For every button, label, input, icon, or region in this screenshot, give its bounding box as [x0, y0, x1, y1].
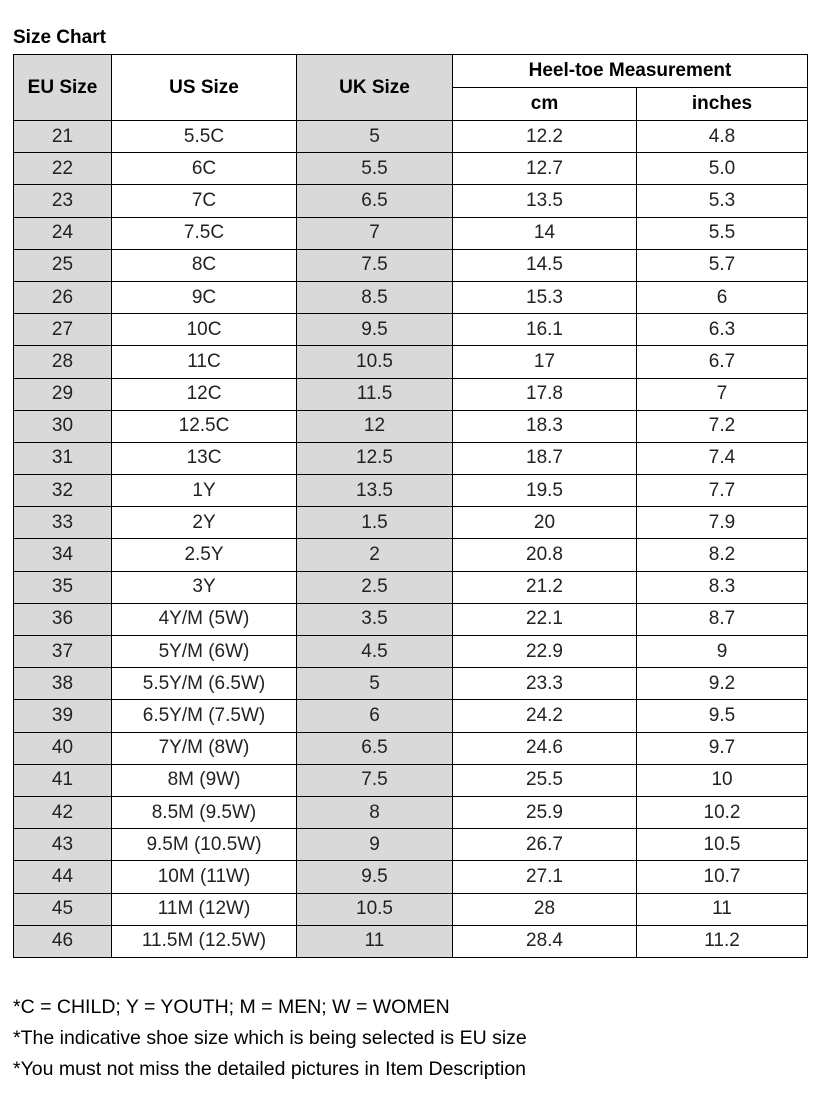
cm-cell: 25.9: [453, 796, 637, 828]
uk-size-cell: 6.5: [297, 185, 453, 217]
us-size-cell: 5.5Y/M (6.5W): [112, 668, 297, 700]
cm-cell: 25.5: [453, 764, 637, 796]
eu-size-cell: 25: [14, 249, 112, 281]
uk-size-cell: 3.5: [297, 603, 453, 635]
note-abbreviations: *C = CHILD; Y = YOUTH; M = MEN; W = WOMEN: [13, 996, 450, 1018]
inches-cell: 11.2: [637, 925, 808, 957]
table-row: [14, 281, 808, 313]
us-size-cell: 2Y: [112, 507, 297, 539]
eu-size-cell: 28: [14, 346, 112, 378]
table-row: [14, 410, 808, 442]
inches-cell: 4.8: [637, 121, 808, 153]
uk-size-cell: 7.5: [297, 249, 453, 281]
note-eu-size: *The indicative shoe size which is being selected is EU size: [13, 1027, 527, 1049]
note-item-description: *You must not miss the detailed pictures in Item Description: [13, 1058, 527, 1080]
cm-cell: 28: [453, 893, 637, 925]
table-row: [14, 571, 808, 603]
inches-cell: 5.3: [637, 185, 808, 217]
us-size-cell: 3Y: [112, 571, 297, 603]
table-row: [14, 185, 808, 217]
uk-size-cell: 12: [297, 410, 453, 442]
uk-size-cell: 1.5: [297, 507, 453, 539]
table-row: [14, 314, 808, 346]
table-row: [14, 636, 808, 668]
table-row: [14, 829, 808, 861]
us-size-cell: 13C: [112, 442, 297, 474]
eu-size-cell: 43: [14, 829, 112, 861]
uk-size-cell: 7: [297, 217, 453, 249]
us-size-cell: 11.5M (12.5W): [112, 925, 297, 957]
header-heel-toe-measurement: Heel-toe Measurement: [453, 55, 808, 88]
inches-cell: 10: [637, 764, 808, 796]
cm-cell: 13.5: [453, 185, 637, 217]
uk-size-cell: 6.5: [297, 732, 453, 764]
us-size-cell: 4Y/M (5W): [112, 603, 297, 635]
eu-size-cell: 21: [14, 121, 112, 153]
inches-cell: 7: [637, 378, 808, 410]
inches-cell: 9.5: [637, 700, 808, 732]
us-size-cell: 8C: [112, 249, 297, 281]
us-size-cell: 12C: [112, 378, 297, 410]
cm-cell: 14.5: [453, 249, 637, 281]
table-row: [14, 764, 808, 796]
us-size-cell: 2.5Y: [112, 539, 297, 571]
eu-size-cell: 38: [14, 668, 112, 700]
header-eu-size: EU Size: [14, 55, 112, 121]
inches-cell: 6.7: [637, 346, 808, 378]
inches-cell: 9.2: [637, 668, 808, 700]
uk-size-cell: 9.5: [297, 861, 453, 893]
table-row: [14, 475, 808, 507]
table-row: [14, 732, 808, 764]
us-size-cell: 6C: [112, 153, 297, 185]
cm-cell: 23.3: [453, 668, 637, 700]
cm-cell: 17: [453, 346, 637, 378]
eu-size-cell: 41: [14, 764, 112, 796]
table-row: [14, 121, 808, 153]
us-size-cell: 9.5M (10.5W): [112, 829, 297, 861]
inches-cell: 7.2: [637, 410, 808, 442]
eu-size-cell: 33: [14, 507, 112, 539]
table-row: [14, 217, 808, 249]
table-row: [14, 668, 808, 700]
notes: [13, 992, 527, 1085]
cm-cell: 22.1: [453, 603, 637, 635]
eu-size-cell: 34: [14, 539, 112, 571]
table-row: [14, 153, 808, 185]
uk-size-cell: 7.5: [297, 764, 453, 796]
header-uk-size: UK Size: [297, 55, 453, 121]
eu-size-cell: 42: [14, 796, 112, 828]
inches-cell: 7.9: [637, 507, 808, 539]
table-row: [14, 796, 808, 828]
eu-size-cell: 37: [14, 636, 112, 668]
inches-cell: 5.5: [637, 217, 808, 249]
cm-cell: 19.5: [453, 475, 637, 507]
eu-size-cell: 36: [14, 603, 112, 635]
size-chart-header: [14, 55, 808, 121]
table-row: [14, 925, 808, 957]
uk-size-cell: 9.5: [297, 314, 453, 346]
eu-size-cell: 40: [14, 732, 112, 764]
cm-cell: 24.2: [453, 700, 637, 732]
uk-size-cell: 4.5: [297, 636, 453, 668]
eu-size-cell: 29: [14, 378, 112, 410]
eu-size-cell: 31: [14, 442, 112, 474]
eu-size-cell: 30: [14, 410, 112, 442]
header-inches: inches: [637, 88, 808, 121]
us-size-cell: 5.5C: [112, 121, 297, 153]
uk-size-cell: 10.5: [297, 346, 453, 378]
size-chart-body: [14, 121, 808, 958]
uk-size-cell: 11.5: [297, 378, 453, 410]
eu-size-cell: 35: [14, 571, 112, 603]
page-title: Size Chart: [13, 27, 106, 48]
uk-size-cell: 5: [297, 121, 453, 153]
table-row: [14, 346, 808, 378]
uk-size-cell: 6: [297, 700, 453, 732]
uk-size-cell: 8: [297, 796, 453, 828]
uk-size-cell: 13.5: [297, 475, 453, 507]
header-us-size: US Size: [112, 55, 297, 121]
inches-cell: 8.7: [637, 603, 808, 635]
cm-cell: 28.4: [453, 925, 637, 957]
cm-cell: 12.2: [453, 121, 637, 153]
eu-size-cell: 27: [14, 314, 112, 346]
uk-size-cell: 2.5: [297, 571, 453, 603]
uk-size-cell: 9: [297, 829, 453, 861]
inches-cell: 6.3: [637, 314, 808, 346]
size-chart-table: [13, 54, 808, 958]
uk-size-cell: 10.5: [297, 893, 453, 925]
us-size-cell: 8.5M (9.5W): [112, 796, 297, 828]
inches-cell: 9.7: [637, 732, 808, 764]
cm-cell: 15.3: [453, 281, 637, 313]
us-size-cell: 8M (9W): [112, 764, 297, 796]
eu-size-cell: 32: [14, 475, 112, 507]
table-row: [14, 507, 808, 539]
header-cm: cm: [453, 88, 637, 121]
inches-cell: 5.0: [637, 153, 808, 185]
inches-cell: 8.3: [637, 571, 808, 603]
us-size-cell: 7.5C: [112, 217, 297, 249]
eu-size-cell: 24: [14, 217, 112, 249]
cm-cell: 14: [453, 217, 637, 249]
us-size-cell: 5Y/M (6W): [112, 636, 297, 668]
cm-cell: 24.6: [453, 732, 637, 764]
uk-size-cell: 12.5: [297, 442, 453, 474]
cm-cell: 18.7: [453, 442, 637, 474]
table-row: [14, 603, 808, 635]
table-row: [14, 442, 808, 474]
us-size-cell: 11M (12W): [112, 893, 297, 925]
inches-cell: 5.7: [637, 249, 808, 281]
cm-cell: 16.1: [453, 314, 637, 346]
cm-cell: 26.7: [453, 829, 637, 861]
eu-size-cell: 26: [14, 281, 112, 313]
cm-cell: 20: [453, 507, 637, 539]
uk-size-cell: 2: [297, 539, 453, 571]
us-size-cell: 10M (11W): [112, 861, 297, 893]
us-size-cell: 6.5Y/M (7.5W): [112, 700, 297, 732]
us-size-cell: 11C: [112, 346, 297, 378]
inches-cell: 10.5: [637, 829, 808, 861]
cm-cell: 12.7: [453, 153, 637, 185]
table-row: [14, 700, 808, 732]
table-row: [14, 861, 808, 893]
inches-cell: 9: [637, 636, 808, 668]
uk-size-cell: 5.5: [297, 153, 453, 185]
us-size-cell: 10C: [112, 314, 297, 346]
eu-size-cell: 44: [14, 861, 112, 893]
cm-cell: 21.2: [453, 571, 637, 603]
inches-cell: 11: [637, 893, 808, 925]
eu-size-cell: 46: [14, 925, 112, 957]
eu-size-cell: 22: [14, 153, 112, 185]
cm-cell: 20.8: [453, 539, 637, 571]
us-size-cell: 9C: [112, 281, 297, 313]
us-size-cell: 12.5C: [112, 410, 297, 442]
us-size-cell: 7C: [112, 185, 297, 217]
cm-cell: 18.3: [453, 410, 637, 442]
us-size-cell: 1Y: [112, 475, 297, 507]
inches-cell: 10.7: [637, 861, 808, 893]
cm-cell: 27.1: [453, 861, 637, 893]
cm-cell: 22.9: [453, 636, 637, 668]
table-row: [14, 249, 808, 281]
cm-cell: 17.8: [453, 378, 637, 410]
uk-size-cell: 11: [297, 925, 453, 957]
us-size-cell: 7Y/M (8W): [112, 732, 297, 764]
eu-size-cell: 45: [14, 893, 112, 925]
table-row: [14, 893, 808, 925]
inches-cell: 8.2: [637, 539, 808, 571]
table-row: [14, 539, 808, 571]
inches-cell: 10.2: [637, 796, 808, 828]
table-row: [14, 378, 808, 410]
inches-cell: 7.7: [637, 475, 808, 507]
eu-size-cell: 23: [14, 185, 112, 217]
uk-size-cell: 5: [297, 668, 453, 700]
inches-cell: 7.4: [637, 442, 808, 474]
inches-cell: 6: [637, 281, 808, 313]
eu-size-cell: 39: [14, 700, 112, 732]
uk-size-cell: 8.5: [297, 281, 453, 313]
